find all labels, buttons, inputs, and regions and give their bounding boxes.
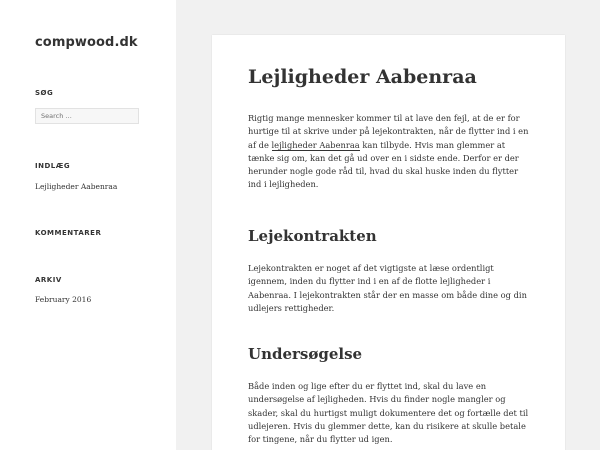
intro-text-before: Rigtig mange mennesker kommer til at lave den fejl, at de er for hurtige til at skrive under på lejekontrakten, når de flytter ind i en af de [248, 113, 529, 150]
archive-link[interactable]: February 2016 [35, 295, 92, 304]
section-heading-lejekontrakten: Lejekontrakten [248, 227, 377, 245]
site-title[interactable]: compwood.dk [35, 35, 138, 50]
search-widget-title: SØG [35, 89, 54, 97]
section-paragraph-undersogelse: Både inden og lige efter du er flyttet ind, skal du lave en undersøgelse af lejligheden. Hvis du finder nogle mangler og skader, skal du hurtigst muligt dokumentere det og fortælle det til udlejeren. Hvis du glemmer dette, kan du risikere at skulle betale for tingene, når du flytter ud igen. [248, 381, 529, 445]
search-input[interactable] [35, 108, 139, 124]
posts-widget-title: INDLÆG [35, 162, 71, 170]
article-title: Lejligheder Aabenraa [248, 66, 477, 88]
archive-widget-title: ARKIV [35, 276, 62, 284]
lejligheder-link[interactable]: lejligheder Aabenraa [271, 139, 360, 150]
recent-post-link[interactable]: Lejligheder Aabenraa [35, 182, 118, 191]
intro-text-after: kan tilbyde. Hvis man glemmer at tænke sig om, kan det gå ud over en i sidste ende. Derfor er der herunder nogle gode råd til, hvad du skal huske inden du flytter ind i lejligheden. [248, 139, 519, 190]
sidebar [0, 0, 176, 450]
intro-paragraph [248, 112, 530, 192]
section-paragraph-lejekontrakten: Lejekontrakten er noget af det vigtigste at læse ordentligt igennem, inden du flytter ind i en af de flotte lejligheder i Aabenraa. I lejekontrakten står der en masse om både dine og din udlejers rettigheder. [248, 263, 527, 313]
comments-widget-title: KOMMENTARER [35, 229, 102, 237]
section-heading-undersogelse: Undersøgelse [248, 345, 363, 363]
